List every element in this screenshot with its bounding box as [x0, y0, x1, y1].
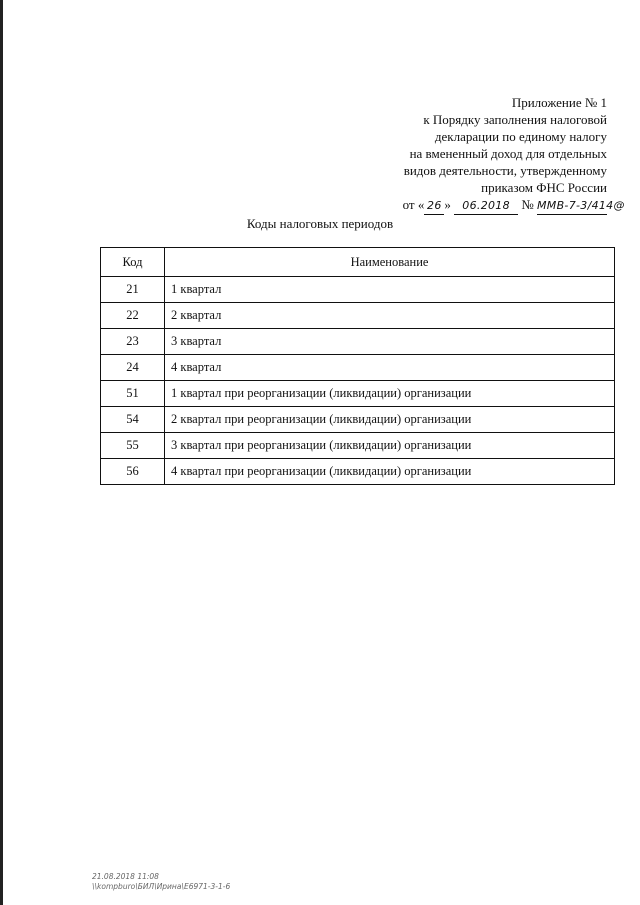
table-row [101, 433, 615, 459]
row-code: 55 [101, 433, 165, 459]
order-num-prefix: № [521, 197, 534, 212]
table-row [101, 459, 615, 485]
table-row [101, 277, 615, 303]
table-row [101, 329, 615, 355]
header-code: Код [101, 248, 165, 277]
appendix-line: приказом ФНС России [481, 180, 607, 195]
table-title: Коды налоговых периодов [246, 216, 394, 231]
table-header-row [101, 248, 615, 277]
footer-stamp [92, 872, 230, 892]
order-number: ММВ-7-3/414@ [537, 197, 607, 215]
row-name: 3 квартал [165, 329, 615, 355]
appendix-line: видов деятельности, утвержденному [403, 163, 607, 178]
appendix-line: к Порядку заполнения налоговой [423, 112, 607, 127]
appendix-line: декларации по единому налогу [434, 129, 607, 144]
scan-edge [0, 0, 3, 905]
tax-period-codes-table [100, 247, 615, 485]
order-prefix: от « [402, 197, 425, 212]
order-mid: » [444, 197, 451, 212]
order-line [347, 196, 625, 215]
row-code: 21 [101, 277, 165, 303]
row-name: 1 квартал при реорганизации (ликвидации) организации [165, 381, 615, 407]
order-day: 26 [424, 197, 444, 215]
row-name: 4 квартал при реорганизации (ликвидации) организации [165, 459, 615, 485]
row-code: 22 [101, 303, 165, 329]
row-code: 51 [101, 381, 165, 407]
row-name: 2 квартал [165, 303, 615, 329]
appendix-line: Приложение № 1 [511, 95, 607, 110]
row-code: 23 [101, 329, 165, 355]
row-name: 1 квартал [165, 277, 615, 303]
row-code: 54 [101, 407, 165, 433]
appendix-block [347, 94, 625, 215]
order-date: 06.2018 [454, 197, 518, 215]
row-name: 2 квартал при реорганизации (ликвидации) организации [165, 407, 615, 433]
row-name: 3 квартал при реорганизации (ликвидации) организации [165, 433, 615, 459]
footer-path: \\kompburo\БИЛ\Ирина\E6971-3-1-6 [92, 882, 231, 891]
footer-timestamp: 21.08.2018 11:08 [92, 872, 159, 881]
header-name: Наименование [165, 248, 615, 277]
table-row [101, 407, 615, 433]
table-row [101, 303, 615, 329]
row-code: 24 [101, 355, 165, 381]
row-code: 56 [101, 459, 165, 485]
appendix-line: на вмененный доход для отдельных [409, 146, 607, 161]
table-row [101, 381, 615, 407]
table-row [101, 355, 615, 381]
row-name: 4 квартал [165, 355, 615, 381]
